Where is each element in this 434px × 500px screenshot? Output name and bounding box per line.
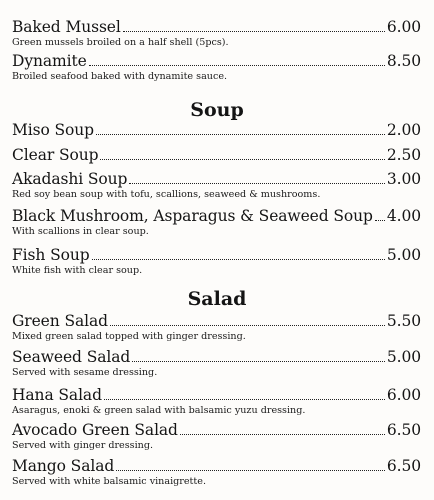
item-description: Served with sesame dressing. bbox=[12, 367, 158, 378]
section-title-soup: Soup bbox=[190, 99, 244, 121]
dot-leader bbox=[180, 434, 385, 435]
item-description: Red soy bean soup with tofu, scallions, seaweed & mushrooms. bbox=[12, 189, 321, 200]
item-name: Green Salad bbox=[12, 312, 108, 330]
dot-leader bbox=[132, 361, 385, 362]
item-price: 6.50 bbox=[386, 457, 421, 475]
item-name: Clear Soup bbox=[12, 146, 99, 164]
dot-leader bbox=[110, 325, 385, 326]
item-name: Akadashi Soup bbox=[12, 170, 128, 188]
item-price: 6.00 bbox=[386, 386, 421, 404]
dot-leader bbox=[129, 183, 385, 184]
item-description: Mixed green salad topped with ginger dressing. bbox=[12, 331, 246, 342]
item-name: Black Mushroom, Asparagus & Seaweed Soup bbox=[12, 207, 373, 225]
item-description: With scallions in clear soup. bbox=[12, 226, 149, 237]
menu-item-green-salad bbox=[0, 312, 434, 352]
item-price: 2.00 bbox=[386, 121, 421, 139]
item-description: White fish with clear soup. bbox=[12, 265, 143, 276]
dot-leader bbox=[375, 220, 385, 221]
section-title-salad: Salad bbox=[187, 288, 247, 310]
dot-leader bbox=[123, 31, 385, 32]
item-description: Broiled seafood baked with dynamite sauce. bbox=[12, 71, 228, 82]
item-name: Avocado Green Salad bbox=[12, 421, 178, 439]
menu-item-black-mushroom-soup bbox=[0, 207, 434, 247]
menu-item-hana-salad bbox=[0, 386, 434, 426]
menu-item-dynamite bbox=[0, 52, 434, 92]
item-price: 5.50 bbox=[386, 312, 421, 330]
menu-item-fish-soup bbox=[0, 246, 434, 286]
item-name: Mango Salad bbox=[12, 457, 115, 475]
item-description: Asaragus, enoki & green salad with balsamic yuzu dressing. bbox=[12, 405, 306, 416]
item-name: Baked Mussel bbox=[12, 18, 121, 36]
item-name: Dynamite bbox=[12, 52, 87, 70]
item-price: 6.50 bbox=[386, 421, 421, 439]
menu-item-akadashi-soup bbox=[0, 170, 434, 210]
menu-item-mango-salad bbox=[0, 457, 434, 497]
dot-leader bbox=[116, 470, 385, 471]
item-price: 2.50 bbox=[386, 146, 421, 164]
dot-leader bbox=[89, 65, 385, 66]
item-description: Green mussels broiled on a half shell (5pcs). bbox=[12, 37, 229, 48]
item-name: Fish Soup bbox=[12, 246, 90, 264]
item-price: 5.00 bbox=[386, 348, 421, 366]
dot-leader bbox=[100, 159, 384, 160]
item-price: 3.00 bbox=[386, 170, 421, 188]
item-description: Served with ginger dressing. bbox=[12, 440, 154, 451]
item-description: Served with white balsamic vinaigrette. bbox=[12, 476, 206, 487]
item-price: 4.00 bbox=[386, 207, 421, 225]
item-price: 8.50 bbox=[386, 52, 421, 70]
menu-item-avocado-green-salad bbox=[0, 421, 434, 461]
item-name: Miso Soup bbox=[12, 121, 94, 139]
menu-item-seaweed-salad bbox=[0, 348, 434, 388]
item-price: 5.00 bbox=[386, 246, 421, 264]
item-price: 6.00 bbox=[386, 18, 421, 36]
dot-leader bbox=[104, 399, 385, 400]
dot-leader bbox=[96, 134, 385, 135]
dot-leader bbox=[92, 259, 385, 260]
item-name: Seaweed Salad bbox=[12, 348, 131, 366]
item-name: Hana Salad bbox=[12, 386, 102, 404]
